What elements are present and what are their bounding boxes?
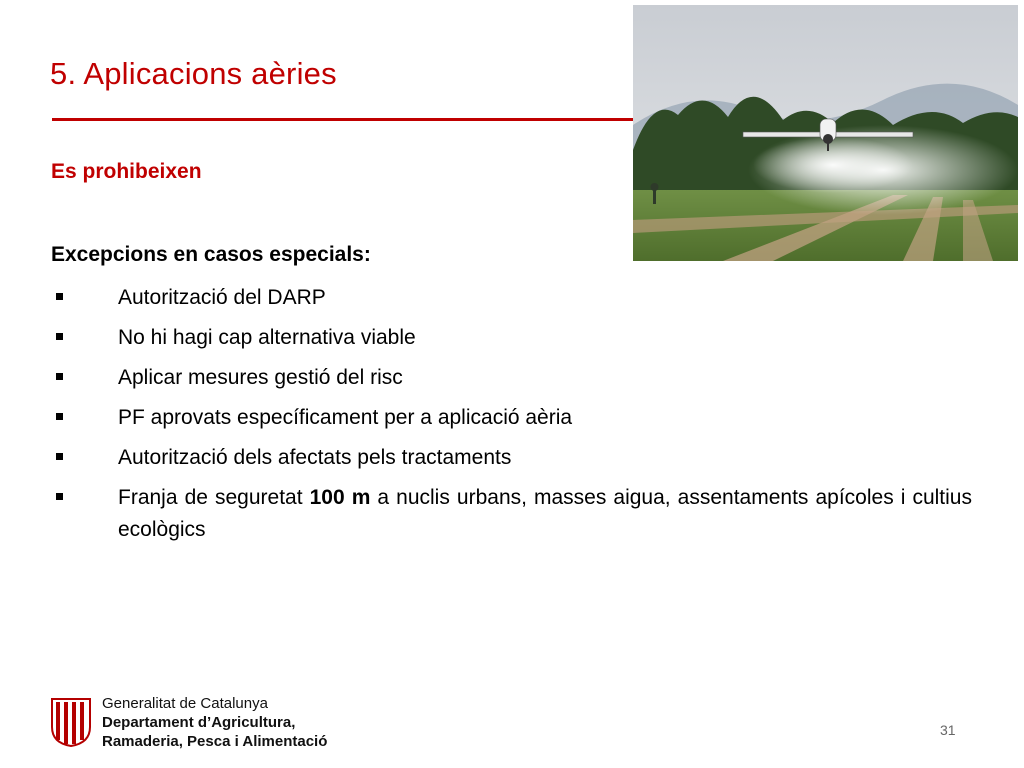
square-bullet-icon <box>56 493 63 500</box>
safety-distance: 100 m <box>309 486 371 509</box>
list-item <box>50 322 972 354</box>
list-item <box>50 402 972 434</box>
bullet-text-post: a nuclis urbans, masses aigua, assentaments apícoles i cultius ecològics <box>118 486 972 541</box>
department-name-line-1: Departament d’Agricultura, <box>102 714 296 731</box>
org-name: Generalitat de Catalunya <box>102 695 268 712</box>
page-number: 31 <box>940 722 956 738</box>
crop-duster-photo <box>633 5 1018 261</box>
bullet-text: PF aprovats específicament per a aplicació aèria <box>118 406 573 429</box>
list-item <box>50 442 972 474</box>
exceptions-heading: Excepcions en casos especials: <box>51 243 371 266</box>
square-bullet-icon <box>56 333 63 340</box>
bullet-text: No hi hagi cap alternativa viable <box>118 326 416 349</box>
generalitat-seal-icon <box>50 697 92 747</box>
square-bullet-icon <box>56 413 63 420</box>
list-item <box>50 362 972 394</box>
square-bullet-icon <box>56 453 63 460</box>
generalitat-logo <box>50 693 350 751</box>
bullet-text: Aplicar mesures gestió del risc <box>118 366 403 389</box>
bullet-text-pre: Franja de seguretat <box>118 486 310 509</box>
list-item <box>50 482 972 546</box>
slide-title: 5. Aplicacions aèries <box>50 56 337 91</box>
bullet-text: Autorització dels afectats pels tractaments <box>118 446 512 469</box>
prohibition-heading: Es prohibeixen <box>51 160 202 183</box>
square-bullet-icon <box>56 373 63 380</box>
list-item <box>50 282 972 314</box>
square-bullet-icon <box>56 293 63 300</box>
title-underline <box>52 118 634 121</box>
bullet-text: Autorització del DARP <box>118 286 326 309</box>
exceptions-list <box>50 282 972 554</box>
department-name-line-2: Ramaderia, Pesca i Alimentació <box>102 733 328 750</box>
